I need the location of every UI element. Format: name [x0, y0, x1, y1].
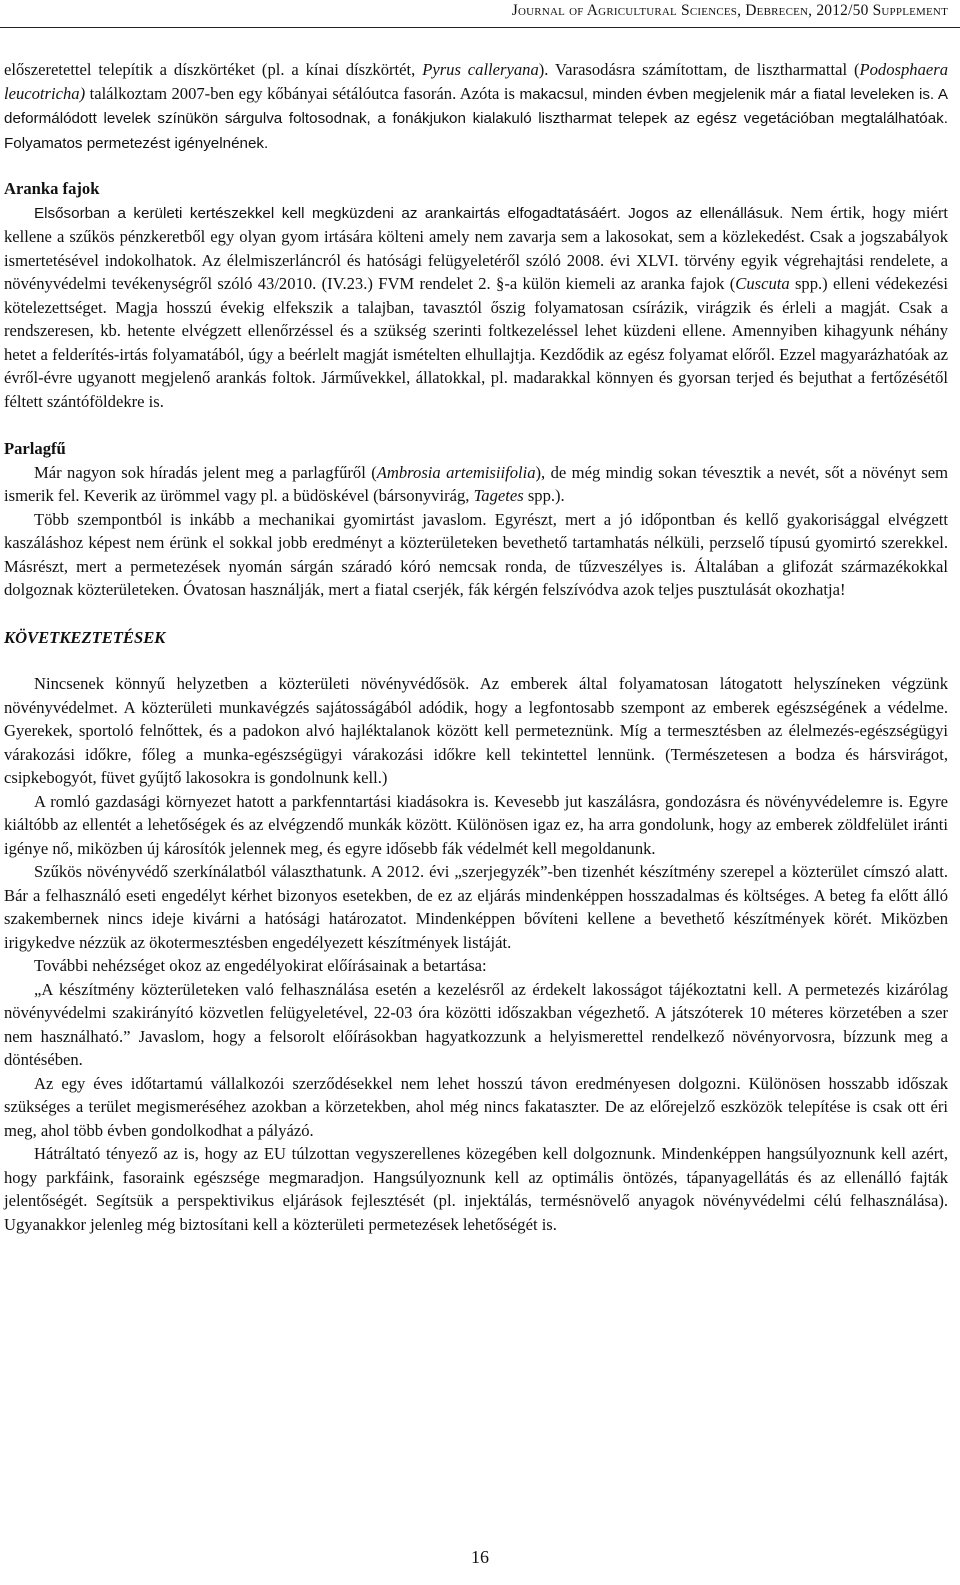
- species-podosphaera: Podosphaera leucotricha): [4, 60, 948, 103]
- aranka-text-c: spp.) elleni védekezési kötelezettséget. Magja hosszú évekig elfekszik a talajban, tavasztól őszig folyamatosan csírázik, virágzik és érleli a magját. Csak a rendszeresen, kb. hetente elvégzett ellenőrzéssel és a szükség szerinti foltkezeléssel lehet küzdeni ellene. Amennyiben kihagyunk néhány hetet a felderítés-irtás folyamatából, úgy a beérlelt magját ismételten elhullajtja. Kezdődik az egész folyamat előről. Ezzel magyarázhatóak az évről-évre ugyanott megjelenő arankás foltok. Járművekkel, állatokkal, pl. madarakkal könnyen és gyorsan terjed és bejuthat a fertőzésétől féltett szántóföldekre is.: [4, 274, 948, 411]
- aranka-paragraph: [4, 201, 948, 414]
- parlagfu-paragraph-2: Több szempontból is inkább a mechanikai gyomirtást javaslom. Egyrészt, mert a jó időpontban és kellő gyakorisággal elvégzett kaszáláshoz képest nem érünk el sokkal jobb eredményt a közterületeken bevethető tartamhatás nélküli, perzselő típusú gyomirtó szerekkel. Másrészt, mert a permetezések nyomán sárgán száradó kóró nemcsak ronda, de tűzveszélyes is. Általában a glifozát származékokkal dolgoznak közterületeken. Óvatosan használják, mert a fiatal cserjék, fák kérgén felszívódva azok teljes pusztulását okozhatja!: [4, 509, 948, 599]
- parlagfu-heading: Parlagfű: [4, 439, 66, 458]
- aranka-text-a: Nem értik, hogy miért kellene a szűkös pénzkeretből egy olyan gyom irtására költeni amely nem zavarja sem a lakosokat, sem a közlekedést. Csak a jogszabályok ismertetésével indokolhatok. Az élelmiszerláncról és hatósági felügyeletéről szóló 2008. évi XLVI. törvény egyik végrehajtási rendelete, a növényvédelmi tevékenységről szóló 43/2010. (IV.23.) FVM rendelet 2. §-a külön kiemeli az aranka fajok (: [4, 202, 948, 293]
- section-gap: [4, 413, 948, 437]
- intro-paragraph: [4, 58, 948, 155]
- parlagfu-text-e: spp.).: [523, 486, 565, 505]
- species-pyrus: Pyrus calleryana: [422, 60, 539, 79]
- conclusions-paragraph: A romló gazdasági környezet hatott a parkfenntartási kiadásokra is. Kevesebb jut kaszálásra, gondozásra és növényvédelemre is. Egyre kiáltóbb az ellentét a lehetőségek és az elvégzendő munkák között. Különösen igaz ez, ha arra gondolunk, hogy az emberek zöldfelület iránti igénye nő, miközben új károsítók jelennek meg, és egyre idősebb fák védelmét kell megoldanunk.: [4, 791, 948, 858]
- page-number: 16: [471, 1547, 489, 1567]
- parlagfu-text-a: Már nagyon sok híradás jelent meg a parlagfűről (: [34, 462, 377, 482]
- parlagfu-text-c: ), de még mindig sokan tévesztik a nevét, sőt a növényt sem ismerik fel. Keverik az ürömmel vagy pl. a büdöskével (bársonyvirág,: [4, 462, 948, 505]
- aranka-heading: Aranka fajok: [4, 179, 100, 198]
- running-header: Journal of Agricultural Sciences, Debrecen, 2012/50 Supplement: [511, 2, 948, 19]
- species-cuscuta: Cuscuta: [735, 274, 790, 293]
- species-tagetes: Tagetes: [473, 486, 524, 505]
- conclusions-paragraph: Hátráltató tényező az is, hogy az EU túlzottan vegyszerellenes közegében kell dolgoznunk. Mindenképpen hangsúlyoznunk kell azért, hogy parkfáink, fasoraink egészsége megmaradjon. Hangsúlyoznunk kell az optimális öntözés, tápanyagellátás és az ellenálló fajták jelentőségét. Segítsük a perspektivikus eljárások fejlesztését (pl. injektálás, termésnövelő anyagok növényvédelmi célú felhasználása). Ugyanakkor jelenleg még biztosítani kell a közterületi permetezések lehetőségét is.: [4, 1144, 948, 1234]
- conclusions-paragraph: Szűkös növényvédő szerkínálatból választhatunk. A 2012. évi „szerjegyzék”-ben tizenhét készítmény szerepel a közterület címszó alatt. Bár a felhasználó eseti engedélyt kérhet bizonyos esetekben, de ez az eljárás mindenképpen hosszadalmas és költséges. A beteg fa előtt álló szakembernek nincs ideje kivárni a hatósági határozatot. Mindenképpen bővíteni kellene a bevethető készítmények körét. Miközben irigykedve nézzük az ökotermesztésben engedélyezett készítmények listáját.: [4, 862, 948, 952]
- intro-text-a: előszeretettel telepítik a díszkörtéket (pl. a kínai díszkörtét,: [4, 60, 423, 79]
- intro-text-c: ). Varasodásra számítottam, de lisztharmattal (: [538, 60, 860, 79]
- conclusions-paragraph: Nincsenek könnyű helyzetben a közterületi növényvédősök. Az emberek által folyamatosan látogatott helyszíneken végzünk növényvédelmet. A közterületi munkavégzés sajátosságából adódik, hogy a legfontosabb szempont az emberek egészségének a védelme. Gyerekek, sportoló felnőttek, és a padokon alvó hajléktalanok között kell permeteznünk. Míg a termesztésben az élelmezés-egészségügyi várakozási időkre, főleg a munka-egészségügyi várakozási időkre kell tekintettel lennünk. (Természetesen a bodza és hársvirágot, csipkebogyót, füvet gyűjtő lakosokra is gondolnunk kell.): [4, 674, 948, 787]
- aranka-text-sans: Elsősorban a kerületi kertészekkel kell megküzdeni az arankairtás elfogadtatásáért. Jogos az ellenállásuk.: [34, 204, 784, 222]
- header-rule: [0, 27, 960, 28]
- article-body: [4, 58, 948, 1236]
- conclusions-paragraph: További nehézséget okoz az engedélyokirat előírásainak a betartása:: [34, 956, 487, 975]
- parlagfu-paragraph-1: [4, 461, 948, 508]
- intro-text-sans: makacsul, minden évben megjelenik már a fiatal leveleken is. A deformálódott levelek színükön sárgulva foltosodnak, a fonákjukon kialakuló lisztharmat telepek az egész vegetációban megtalálhatóak. Folyamatos permetezést igényelnének.: [4, 85, 948, 152]
- intro-text-e: találkoztam 2007-ben egy kőbányai sétálóutca fasorán. Azóta is: [85, 83, 520, 103]
- conclusions-paragraph: Az egy éves időtartamú vállalkozói szerződésekkel nem lehet hosszú távon eredményesen dolgozni. Különösen hosszabb időszak szükséges a terület megismeréséhez azokban a körzetekben, ahol még nincs fakataszter. De az előrejelző eszközök telepítése is csak ott éri meg, ahol több évben gondolkodhat a pályázó.: [4, 1073, 948, 1140]
- species-ambrosia: Ambrosia artemisiifolia: [376, 462, 536, 482]
- conclusions-heading: KÖVETKEZTETÉSEK: [4, 627, 166, 647]
- conclusions-quote-paragraph: „A készítmény közterületeken való felhasználása esetén a kezelésről az érdekelt lakosságot tájékoztatni kell. A permetezés kizárólag növényvédelmi szakirányító közvetlen felügyeletével, 22-03 óra közötti időszakban végezhető. A játszóterek 10 méteres körzetében a szer nem használható.” Javaslom, hogy a felsorolt előírásokban hagyatkozzunk a helyismerettel rendelkező növényorvosra, bízzunk meg a döntésében.: [4, 979, 948, 1069]
